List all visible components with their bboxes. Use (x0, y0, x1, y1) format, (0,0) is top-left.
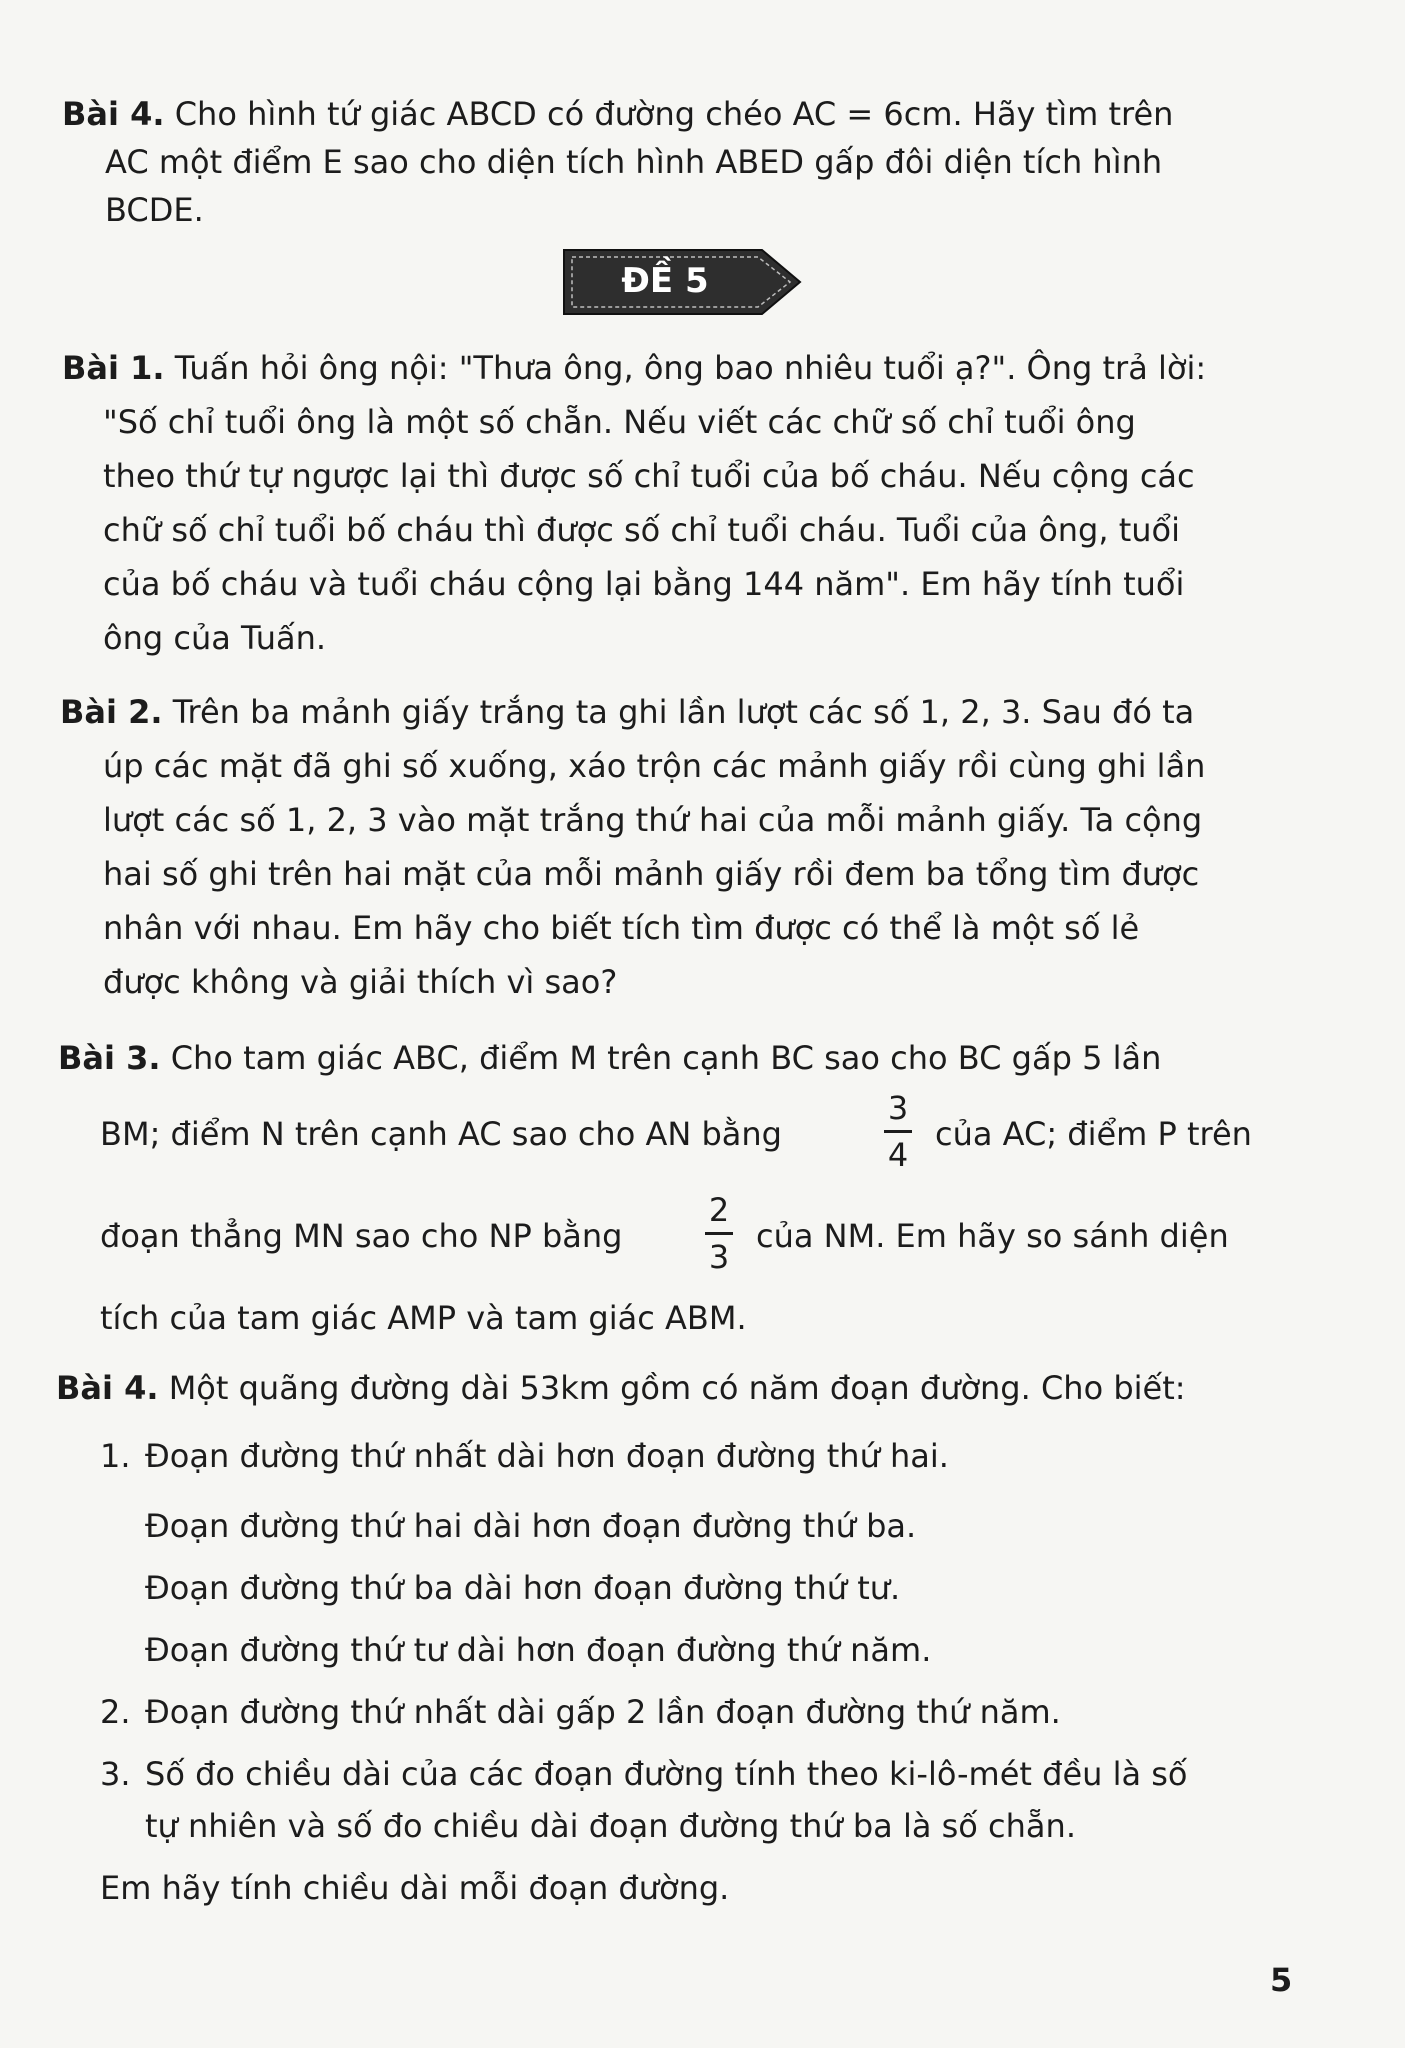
bai4-item-1-line-4: Đoạn đường thứ tư dài hơn đoạn đường thứ năm. (145, 1631, 932, 1669)
bai1-text-1: Tuấn hỏi ông nội: "Thưa ông, ông bao nhiêu tuổi ạ?". Ông trả lời: (174, 349, 1207, 387)
bai4-item-1-line-3: Đoạn đường thứ ba dài hơn đoạn đường thứ tư. (145, 1569, 901, 1607)
fraction-denominator: 4 (887, 1136, 909, 1174)
bai3-line-4: tích của tam giác AMP và tam giác ABM. (100, 1299, 747, 1337)
bai3-line-1 (58, 1038, 1161, 1078)
bai1-line-2: "Số chỉ tuổi ông là một số chẵn. Nếu viết các chữ số chỉ tuổi ông (103, 403, 1136, 441)
bai4-item-2-number: 2. (100, 1693, 131, 1731)
fraction-bar (884, 1130, 912, 1133)
bai3-line-3b: của NM. Em hãy so sánh diện (756, 1217, 1229, 1255)
bai4-item-1-line-2: Đoạn đường thứ hai dài hơn đoạn đường thứ ba. (145, 1507, 917, 1545)
bai1-line-3: theo thứ tự ngược lại thì được số chỉ tuổi của bố cháu. Nếu cộng các (103, 457, 1195, 495)
bai3-line-2a: BM; điểm N trên cạnh AC sao cho AN bằng (100, 1115, 782, 1153)
bai4-prev-label: Bài 4. (62, 95, 165, 133)
bai2-line-5: nhân với nhau. Em hãy cho biết tích tìm được có thể là một số lẻ (103, 909, 1140, 947)
bai2-label: Bài 2. (60, 693, 163, 731)
bai1-line-1 (62, 348, 1206, 388)
fraction-bar (705, 1232, 733, 1235)
page-number: 5 (1270, 1961, 1293, 1999)
fraction-numerator: 2 (708, 1191, 730, 1229)
bai4-prev-text-1: Cho hình tứ giác ABCD có đường chéo AC = 6cm. Hãy tìm trên (174, 95, 1174, 133)
bai4-prev-line-1 (62, 94, 1173, 134)
bai1-line-6: ông của Tuấn. (103, 619, 327, 657)
fraction-three-quarters (880, 1090, 916, 1173)
bai2-line-3: lượt các số 1, 2, 3 vào mặt trắng thứ hai của mỗi mảnh giấy. Ta cộng (103, 801, 1203, 839)
bai2-text-1: Trên ba mảnh giấy trắng ta ghi lần lượt các số 1, 2, 3. Sau đó ta (172, 693, 1195, 731)
bai2-line-1 (60, 692, 1194, 732)
bai4-closing: Em hãy tính chiều dài mỗi đoạn đường. (100, 1869, 730, 1907)
bai4-item-1-line-1: Đoạn đường thứ nhất dài hơn đoạn đường thứ hai. (145, 1437, 949, 1475)
bai4-item-1-number: 1. (100, 1437, 131, 1475)
bai1-label: Bài 1. (62, 349, 165, 387)
bai3-label: Bài 3. (58, 1039, 161, 1077)
bai2-line-2: úp các mặt đã ghi số xuống, xáo trộn các mảnh giấy rồi cùng ghi lần (103, 747, 1206, 785)
bai4-item-3-line-1: Số đo chiều dài của các đoạn đường tính theo ki-lô-mét đều là số (145, 1755, 1188, 1793)
bai4-text-1: Một quãng đường dài 53km gồm có năm đoạn đường. Cho biết: (168, 1369, 1186, 1407)
bai1-line-5: của bố cháu và tuổi cháu cộng lại bằng 144 năm". Em hãy tính tuổi (103, 565, 1185, 603)
fraction-denominator: 3 (708, 1238, 730, 1276)
bai3-line-3a: đoạn thẳng MN sao cho NP bằng (100, 1217, 623, 1255)
bai3-line-2b: của AC; điểm P trên (935, 1115, 1252, 1153)
bai4-label: Bài 4. (56, 1369, 159, 1407)
bai3-text-1: Cho tam giác ABC, điểm M trên cạnh BC sao cho BC gấp 5 lần (170, 1039, 1162, 1077)
bai4-prev-line-2: AC một điểm E sao cho diện tích hình ABED gấp đôi diện tích hình (105, 143, 1163, 181)
section-title: ĐỀ 5 (621, 261, 709, 301)
bai4-line-1 (56, 1368, 1186, 1408)
bai2-line-6: được không và giải thích vì sao? (103, 963, 618, 1001)
bai4-item-2-line-1: Đoạn đường thứ nhất dài gấp 2 lần đoạn đường thứ năm. (145, 1693, 1061, 1731)
bai4-item-3-number: 3. (100, 1755, 131, 1793)
bai4-item-3-line-2: tự nhiên và số đo chiều dài đoạn đường thứ ba là số chẵn. (145, 1807, 1076, 1845)
bai2-line-4: hai số ghi trên hai mặt của mỗi mảnh giấy rồi đem ba tổng tìm được (103, 855, 1200, 893)
bai4-prev-line-3: BCDE. (105, 191, 204, 229)
bai1-line-4: chữ số chỉ tuổi bố cháu thì được số chỉ tuổi cháu. Tuổi của ông, tuổi (103, 511, 1180, 549)
fraction-two-thirds (701, 1192, 737, 1275)
fraction-numerator: 3 (887, 1089, 909, 1127)
